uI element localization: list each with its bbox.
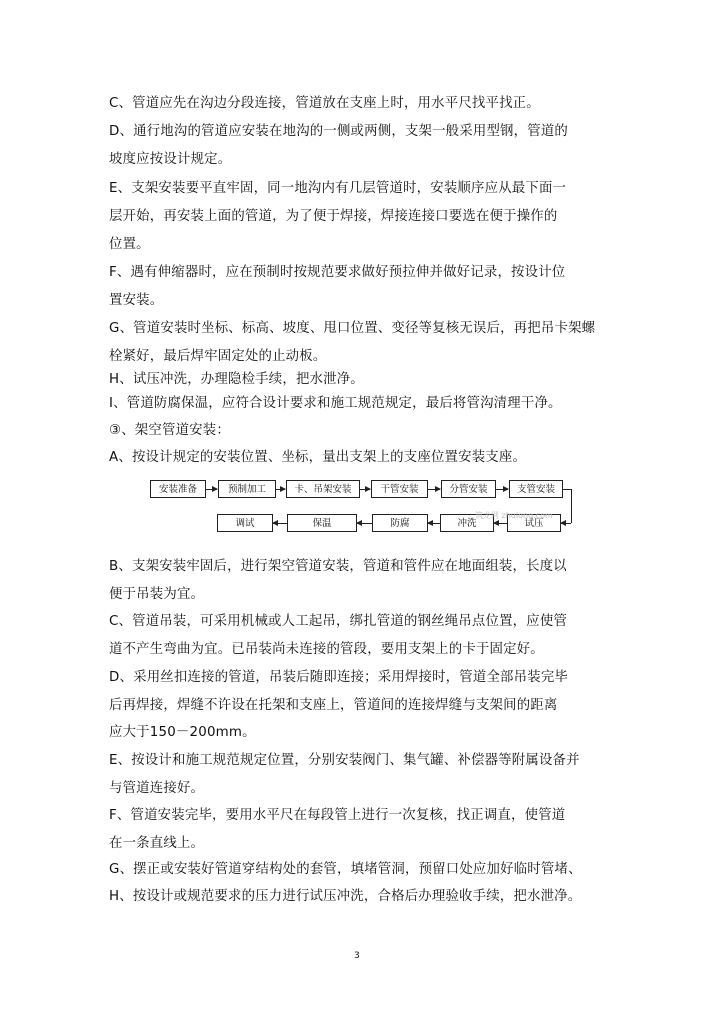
text-line-10: 栓紧好，最后焊牢固定处的止动板。 [109,349,327,364]
text-line-12: I、管道防腐保温，应符合设计要求和施工规范规定，最后将管沟清理干净。 [109,396,562,411]
text-line-27: H、按设计或规范要求的压力进行试压冲洗，合格后办理验收手续，把水泄净。 [109,889,582,904]
text-line-26: G、摆正或安装好管道穿结构处的套管，填堵管洞，预留口处应加好临时管堵、 [109,862,582,877]
text-line-21: 应大于150－200mm。 [109,725,256,740]
flow-step-2: 预制加工 [218,480,276,498]
flow-step-10: 保温 [287,514,357,532]
flow-connector [571,489,572,523]
flow-step-7: 试压 [507,514,561,532]
text-line-5: 层开始，再安装上面的管道，为了便于焊接，焊接连接口要选在便于操作的 [109,209,558,224]
flow-step-6: 支管安装 [509,480,563,498]
flow-arrow [496,489,508,490]
flow-arrow [276,489,285,490]
text-line-23: 与管道连接好。 [109,781,205,796]
process-flowchart [145,478,585,538]
flow-arrow [428,523,440,524]
text-line-16: 便于吊装为宜。 [109,587,205,602]
flow-step-5: 分管安装 [441,480,496,498]
text-line-4: E、支架安装要平直牢固，同一地沟内有几层管道时，安装顺序应从最下面一 [109,181,567,196]
flow-arrow [561,523,571,524]
text-line-6: 位置。 [109,237,150,252]
text-line-19: D、采用丝扣连接的管道，吊装后随即连接；采用焊接时，管道全部吊装完毕 [109,670,568,685]
flow-arrow [273,523,287,524]
flow-arrow [206,489,217,490]
text-line-2: D、通行地沟的管道应安装在地沟的一侧或两侧，支架一般采用型钢，管道的 [109,124,568,139]
flow-step-3: 卡、吊架安装 [286,480,360,498]
flow-arrow [360,489,370,490]
text-line-14: A、按设计规定的安装位置、坐标，量出支架上的支座位置安装支座。 [109,450,527,465]
text-line-24: F、管道安装完毕，要用水平尺在每段管上进行一次复核，找正调直，使管道 [109,808,566,823]
flow-step-8: 冲洗 [440,514,494,532]
text-line-22: E、按设计和施工规范规定位置，分别安装阀门、集气罐、补偿器等附属设备并 [109,753,580,768]
text-line-1: C、管道应先在沟边分段连接，管道放在支座上时，用水平尺找平找正。 [109,96,540,111]
flow-arrow [494,523,507,524]
watermark-text: 筑龙网 zhulong.com [475,511,553,520]
text-line-17: C、管道吊装，可采用机械或人工起吊，绑扎管道的钢丝绳吊点位置，应使管 [109,614,568,629]
text-line-3: 坡度应按设计规定。 [109,152,232,167]
flow-step-4: 干管安装 [371,480,428,498]
page-number: 3 [354,951,360,961]
text-line-15: B、支架安装牢固后，进行架空管道安装，管道和管件应在地面组装，长度以 [109,559,567,574]
text-line-18: 道不产生弯曲为宜。已吊装尚未连接的管段，要用支架上的卡于固定好。 [109,642,544,657]
flow-step-11: 调试 [217,514,273,532]
flow-connector [563,489,571,490]
text-line-9: G、管道安装时坐标、标高、坡度、甩口位置、变径等复核无误后，再把吊卡架螺 [109,321,596,336]
text-line-20: 后再焊接，焊缝不许设在托架和支座上，管道间的连接焊缝与支架间的距离 [109,698,558,713]
text-line-7: F、遇有伸缩器时，应在预制时按规范要求做好预拉伸并做好记录，按设计位 [109,265,566,280]
flow-step-1: 安装准备 [150,480,206,498]
flow-arrow [428,489,440,490]
text-line-13: ③、架空管道安装： [109,423,230,438]
flow-step-9: 防腐 [372,514,428,532]
flow-arrow [357,523,372,524]
text-line-8: 置安装。 [109,293,164,308]
text-line-11: H、试压冲洗，办理隐检手续，把水泄净。 [109,372,364,387]
text-line-25: 在一条直线上。 [109,836,205,851]
